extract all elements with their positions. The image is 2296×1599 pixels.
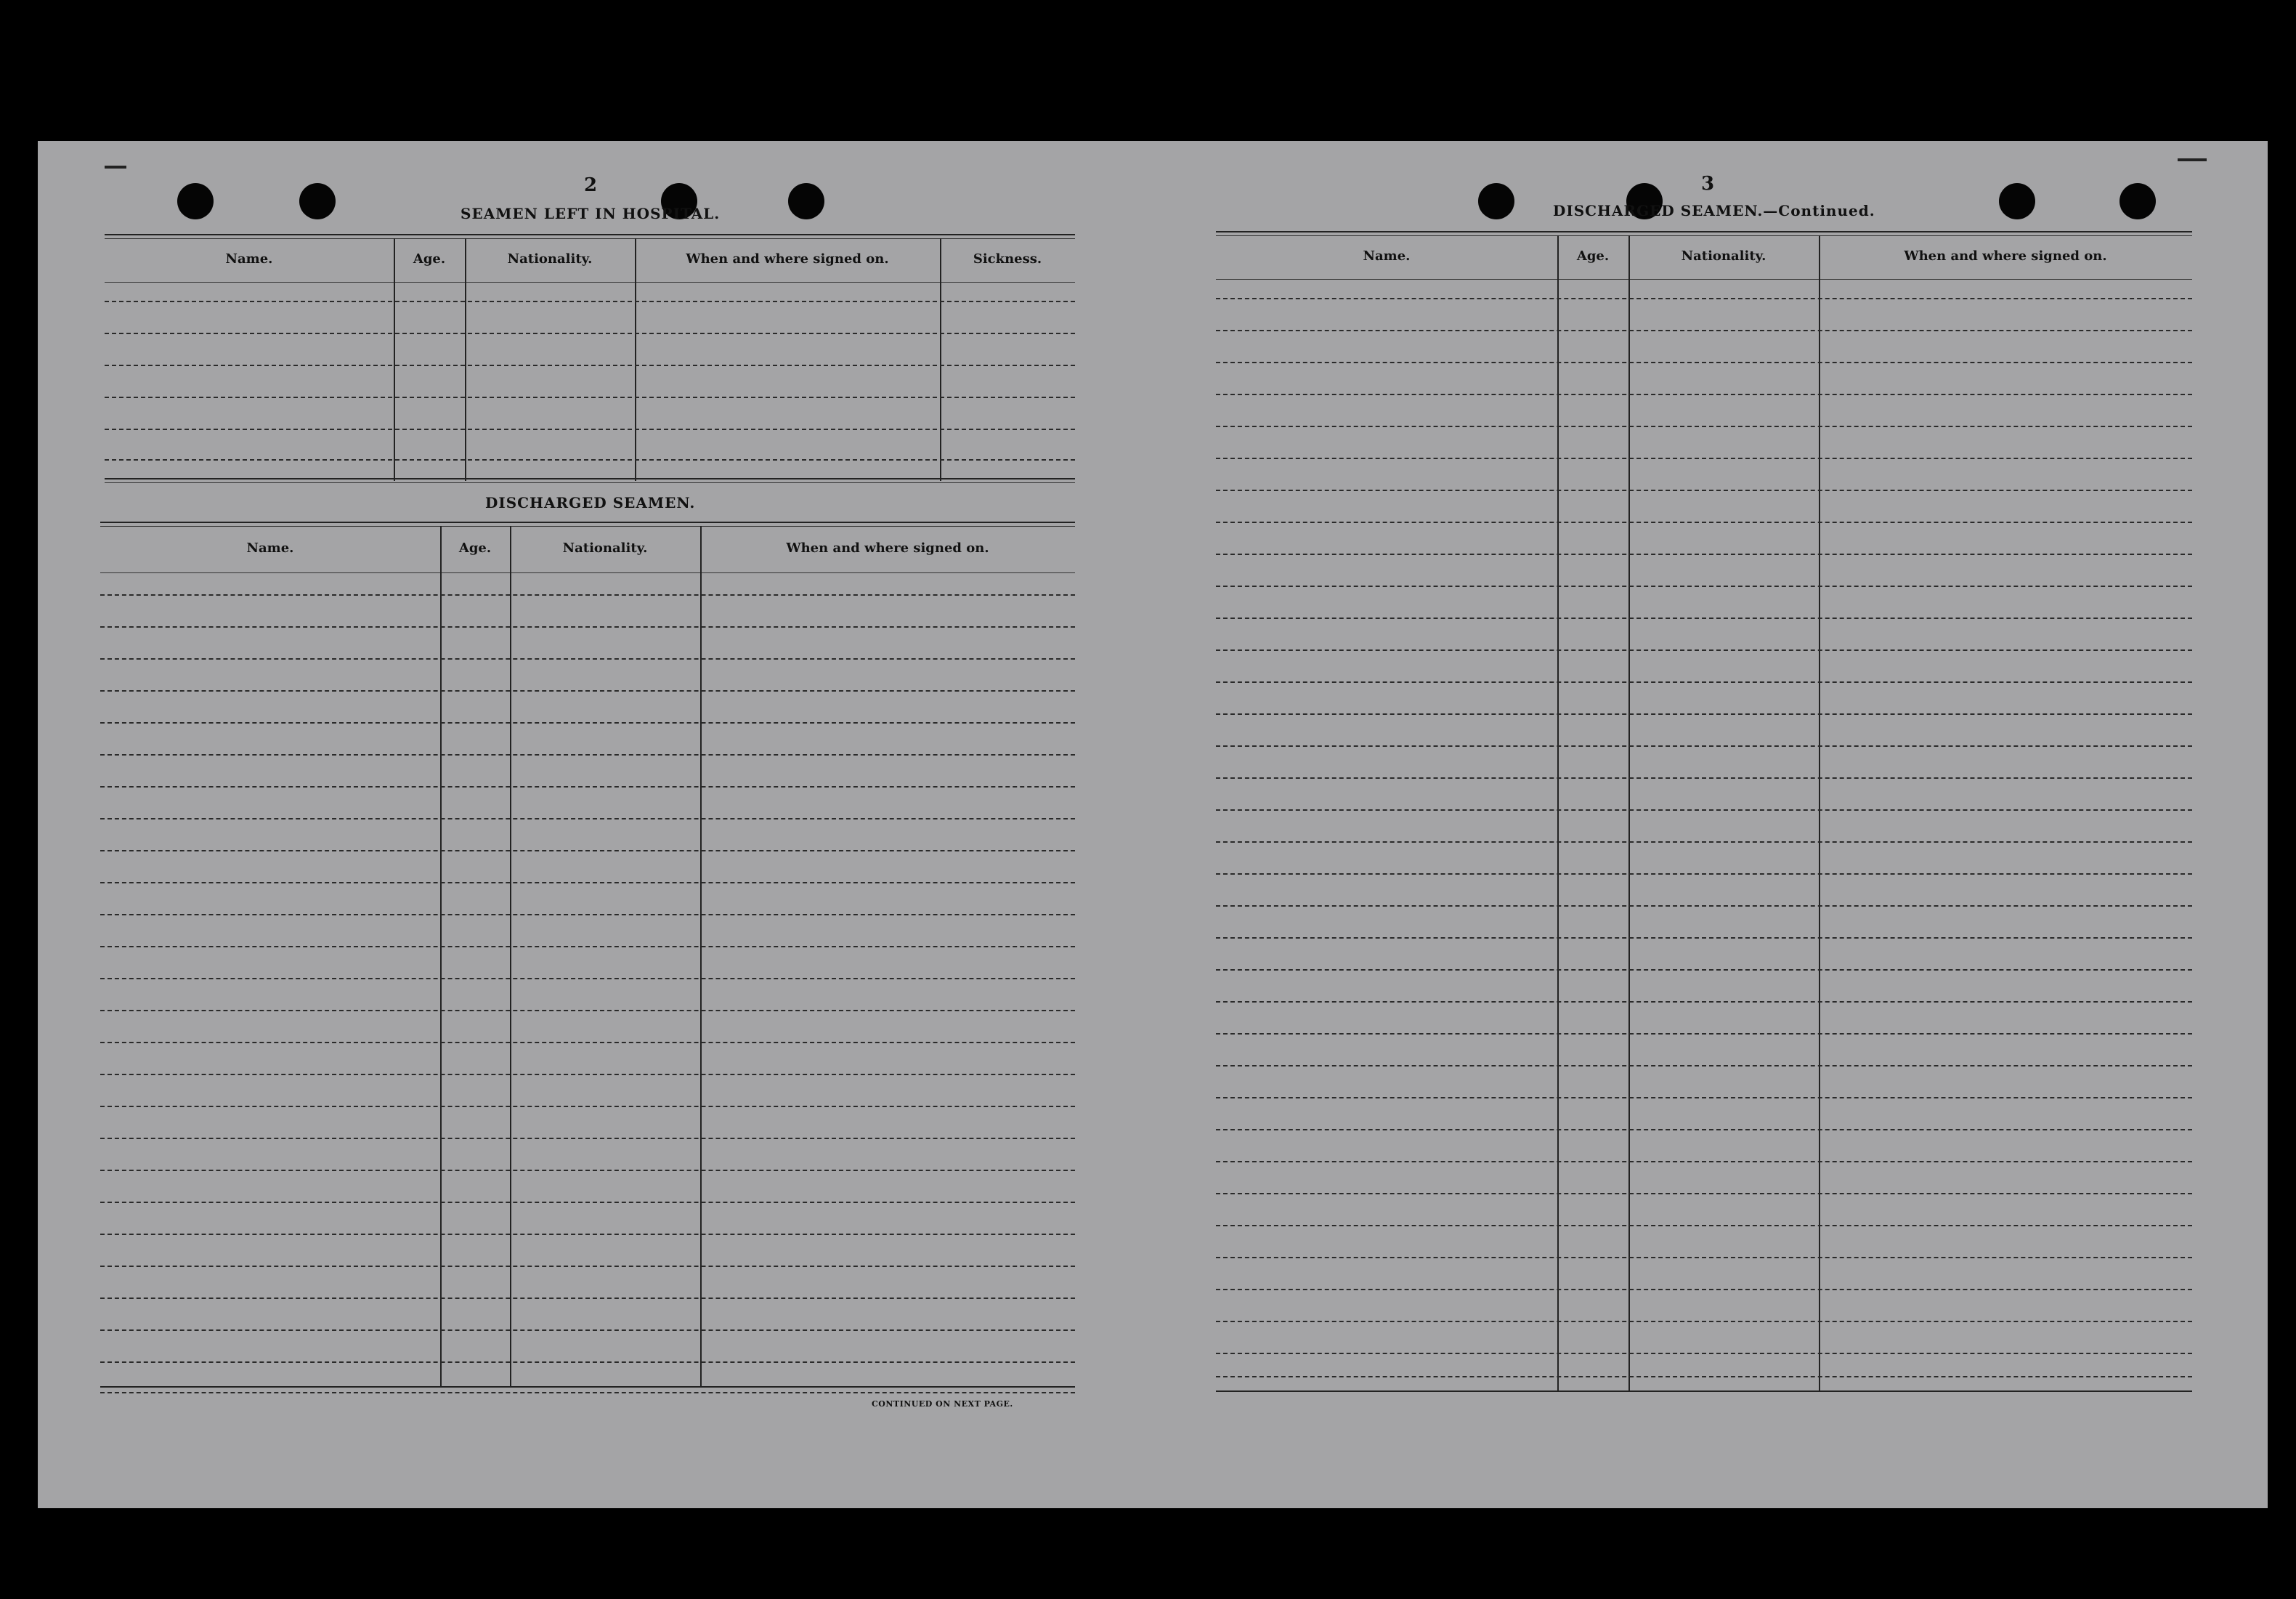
entry-line: [1216, 330, 2192, 331]
entry-line: [100, 1234, 1075, 1235]
column-header-age: Age.: [458, 541, 492, 556]
entry-line: [1216, 905, 2192, 907]
entry-line: [100, 1202, 1075, 1203]
column-divider: [1819, 235, 1820, 1390]
column-header-name: Name.: [225, 251, 273, 267]
column-header-nationality: Nationality.: [562, 541, 648, 556]
header-rule: [100, 572, 1075, 573]
table-top-rule: [1216, 231, 2192, 232]
column-header-nationality: Nationality.: [1681, 248, 1766, 264]
table-top-rule: [105, 238, 1075, 239]
entry-line: [105, 301, 1075, 302]
page-number: 3: [1701, 173, 1715, 195]
table-bottom-rule: [105, 478, 1075, 479]
entry-line: [1216, 1033, 2192, 1035]
entry-line: [100, 1361, 1075, 1363]
entry-line: [1216, 1289, 2192, 1290]
header-rule: [1216, 279, 2192, 280]
entry-line: [100, 690, 1075, 692]
entry-line: [1216, 1193, 2192, 1194]
entry-line: [100, 1138, 1075, 1139]
column-header-signed-on: When and where signed on.: [786, 541, 989, 556]
column-divider: [465, 238, 466, 481]
entry-line: [1216, 649, 2192, 651]
entry-line: [100, 1074, 1075, 1075]
entry-line: [105, 459, 1075, 461]
entry-line: [1216, 1353, 2192, 1354]
entry-line: [1216, 713, 2192, 715]
entry-line: [1216, 1097, 2192, 1098]
entry-line: [1216, 745, 2192, 747]
entry-line: [100, 1010, 1075, 1011]
entry-line: [1216, 1225, 2192, 1226]
entry-line: [1216, 1376, 2192, 1377]
column-divider: [700, 526, 702, 1388]
entry-line: [100, 658, 1075, 660]
entry-line: [105, 429, 1075, 430]
continued-note: CONTINUED ON NEXT PAGE.: [872, 1399, 1013, 1409]
entry-line: [100, 594, 1075, 596]
table-bottom-rule: [100, 1392, 1075, 1393]
entry-line: [100, 978, 1075, 979]
column-divider: [635, 238, 636, 481]
column-divider: [440, 526, 442, 1388]
header-rule: [105, 282, 1075, 283]
column-header-name: Name.: [1363, 248, 1411, 264]
column-header-age: Age.: [1576, 248, 1610, 264]
entry-line: [100, 1266, 1075, 1267]
entry-line: [1216, 298, 2192, 299]
table-top-rule: [105, 234, 1075, 235]
column-header-nationality: Nationality.: [507, 251, 593, 267]
column-divider: [510, 526, 511, 1388]
column-divider: [1628, 235, 1630, 1390]
table-top-rule: [100, 526, 1075, 527]
table-top-rule: [1216, 235, 2192, 236]
entry-line: [1216, 618, 2192, 619]
entry-line: [1216, 522, 2192, 523]
punch-hole: [299, 183, 336, 219]
page-number: 2: [584, 174, 598, 196]
entry-line: [1216, 1257, 2192, 1258]
entry-line: [1216, 394, 2192, 395]
entry-line: [100, 946, 1075, 947]
entry-line: [1216, 681, 2192, 683]
discharged-continued-table: [1216, 231, 2192, 1393]
discharged-table: [100, 522, 1075, 1415]
punch-hole: [1999, 183, 2035, 219]
punch-hole: [177, 183, 214, 219]
discharged-continued-title: DISCHARGED SEAMEN.—Continued.: [1553, 202, 1875, 219]
column-header-name: Name.: [246, 541, 294, 556]
entry-line: [1216, 554, 2192, 555]
entry-line: [1216, 841, 2192, 843]
column-divider: [1557, 235, 1559, 1390]
entry-line: [100, 882, 1075, 883]
entry-line: [1216, 873, 2192, 875]
entry-line: [1216, 1065, 2192, 1066]
entry-line: [1216, 1161, 2192, 1162]
entry-line: [105, 365, 1075, 366]
entry-line: [100, 1329, 1075, 1331]
corner-mark: [2178, 158, 2207, 161]
hospital-table: [105, 234, 1075, 485]
discharged-section-title: DISCHARGED SEAMEN.: [485, 494, 696, 511]
column-header-signed-on: When and where signed on.: [1904, 248, 2107, 264]
entry-line: [105, 333, 1075, 334]
entry-line: [1216, 809, 2192, 811]
entry-line: [100, 1106, 1075, 1107]
table-bottom-rule: [100, 1386, 1075, 1388]
entry-line: [1216, 1129, 2192, 1130]
entry-line: [1216, 586, 2192, 587]
entry-line: [1216, 490, 2192, 491]
entry-line: [100, 850, 1075, 851]
entry-line: [100, 1170, 1075, 1171]
punch-hole: [2119, 183, 2156, 219]
punch-hole: [788, 183, 824, 219]
column-header-sickness: Sickness.: [973, 251, 1042, 267]
entry-line: [1216, 426, 2192, 427]
document-sheet: [38, 141, 2268, 1508]
entry-line: [105, 397, 1075, 398]
hospital-section-title: SEAMEN LEFT IN HOSPITAL.: [461, 205, 721, 222]
entry-line: [100, 626, 1075, 628]
entry-line: [100, 722, 1075, 724]
entry-line: [100, 818, 1075, 819]
punch-hole: [1478, 183, 1514, 219]
entry-line: [100, 754, 1075, 756]
entry-line: [1216, 937, 2192, 939]
column-header-age: Age.: [413, 251, 446, 267]
entry-line: [100, 1298, 1075, 1299]
entry-line: [1216, 362, 2192, 363]
entry-line: [100, 786, 1075, 788]
entry-line: [1216, 1001, 2192, 1003]
column-header-signed-on: When and where signed on.: [686, 251, 889, 267]
table-bottom-rule: [105, 482, 1075, 483]
entry-line: [1216, 969, 2192, 971]
entry-line: [1216, 777, 2192, 779]
entry-line: [1216, 1321, 2192, 1322]
corner-mark: [105, 166, 126, 169]
entry-line: [1216, 458, 2192, 459]
table-bottom-rule: [1216, 1390, 2192, 1392]
column-divider: [940, 238, 941, 481]
column-divider: [394, 238, 395, 481]
entry-line: [100, 914, 1075, 915]
entry-line: [100, 1042, 1075, 1043]
table-top-rule: [100, 522, 1075, 523]
